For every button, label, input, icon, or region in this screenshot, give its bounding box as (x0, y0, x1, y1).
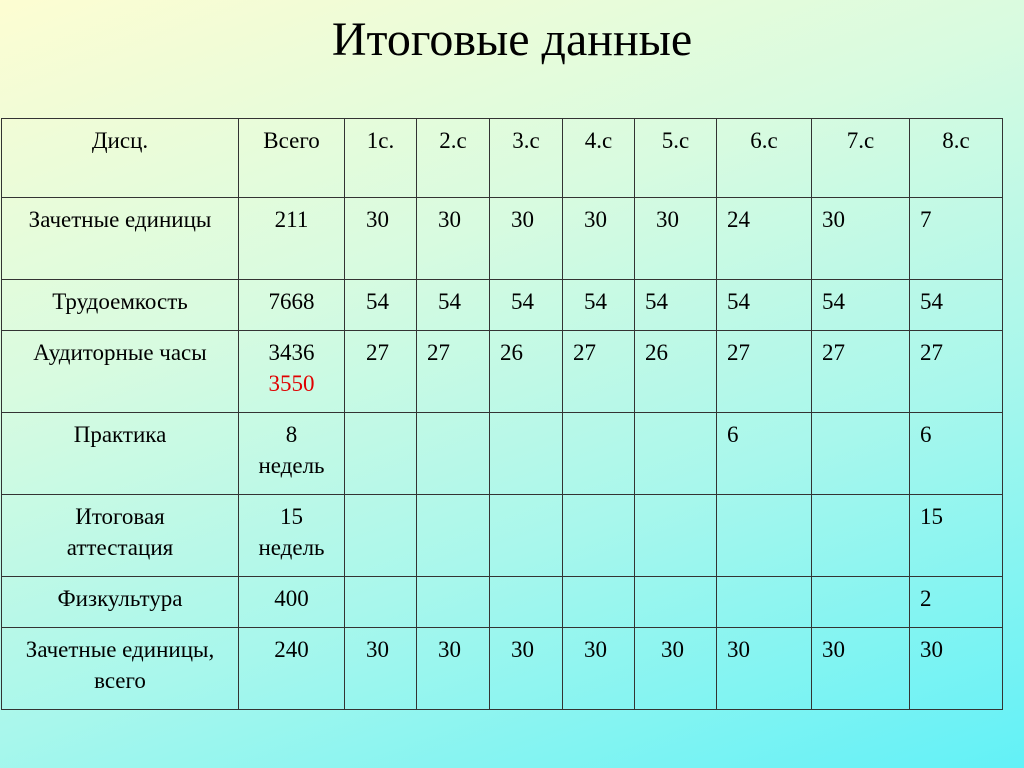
header-cell-total: Всего (239, 119, 345, 198)
row-value: 54 (717, 280, 812, 331)
row-value (345, 495, 417, 577)
row-value: 27 (717, 331, 812, 413)
row-label: Зачетные единицы, всего (2, 628, 239, 710)
row-value: 6 (910, 413, 1003, 495)
header-cell-sem-7: 7.с (812, 119, 910, 198)
row-total: 400 (239, 577, 345, 628)
row-value: 2 (910, 577, 1003, 628)
row-value: 27 (910, 331, 1003, 413)
row-value: 54 (417, 280, 490, 331)
page-title: Итоговые данные (331, 13, 693, 66)
row-value: 30 (417, 628, 490, 710)
header-cell-sem-3: 3.с (490, 119, 563, 198)
row-value: 30 (345, 628, 417, 710)
row-value: 26 (490, 331, 563, 413)
row-value (345, 413, 417, 495)
row-value (417, 413, 490, 495)
row-value (417, 577, 490, 628)
row-value: 26 (635, 331, 717, 413)
row-value: 6 (717, 413, 812, 495)
row-value: 27 (345, 331, 417, 413)
table-row (2, 628, 1003, 710)
row-total: 240 (239, 628, 345, 710)
row-value: 30 (812, 198, 910, 280)
row-value (717, 577, 812, 628)
row-total-cell (239, 331, 345, 413)
row-value (635, 495, 717, 577)
row-value (490, 577, 563, 628)
row-value: 27 (417, 331, 490, 413)
row-label: Зачетные единицы (2, 198, 239, 280)
row-value: 54 (490, 280, 563, 331)
header-cell-sem-8: 8.с (910, 119, 1003, 198)
row-value (717, 495, 812, 577)
table-row (2, 331, 1003, 413)
row-value: 30 (345, 198, 417, 280)
row-label: Физкультура (2, 577, 239, 628)
row-value: 30 (812, 628, 910, 710)
table-row (2, 577, 1003, 628)
row-value: 30 (417, 198, 490, 280)
row-value: 30 (635, 628, 717, 710)
row-value: 27 (812, 331, 910, 413)
row-value: 54 (910, 280, 1003, 331)
table-row (2, 198, 1003, 280)
row-label: Аудиторные часы (2, 331, 239, 413)
row-label: Трудоемкость (2, 280, 239, 331)
row-value: 24 (717, 198, 812, 280)
row-total: 3436 (268, 340, 315, 365)
row-total: 7668 (239, 280, 345, 331)
row-value: 30 (490, 628, 563, 710)
row-value: 54 (635, 280, 717, 331)
row-label: Итоговая аттестация (2, 495, 239, 577)
row-value (635, 413, 717, 495)
row-value (345, 577, 417, 628)
row-total: 211 (239, 198, 345, 280)
row-total: 15 недель (239, 495, 345, 577)
row-value: 30 (563, 628, 635, 710)
row-value (812, 413, 910, 495)
table-header-row (2, 119, 1003, 198)
row-total-alt: 3550 (268, 371, 315, 396)
row-value: 30 (635, 198, 717, 280)
row-value (812, 577, 910, 628)
row-total: 8 недель (239, 413, 345, 495)
table-row (2, 413, 1003, 495)
row-value: 54 (812, 280, 910, 331)
row-value: 30 (910, 628, 1003, 710)
header-cell-sem-5: 5.с (635, 119, 717, 198)
summary-table (1, 118, 1003, 710)
header-cell-discipline: Дисц. (2, 119, 239, 198)
row-value (635, 577, 717, 628)
header-cell-sem-4: 4.с (563, 119, 635, 198)
row-value (490, 413, 563, 495)
row-value: 54 (345, 280, 417, 331)
header-cell-sem-1: 1с. (345, 119, 417, 198)
row-value: 54 (563, 280, 635, 331)
header-cell-sem-2: 2.с (417, 119, 490, 198)
table-row (2, 495, 1003, 577)
row-value: 7 (910, 198, 1003, 280)
row-value (417, 495, 490, 577)
row-value: 27 (563, 331, 635, 413)
row-value (563, 413, 635, 495)
row-label: Практика (2, 413, 239, 495)
row-value: 30 (717, 628, 812, 710)
header-cell-sem-6: 6.с (717, 119, 812, 198)
row-value (812, 495, 910, 577)
row-value: 15 (910, 495, 1003, 577)
row-value: 30 (490, 198, 563, 280)
row-value: 30 (563, 198, 635, 280)
table-row (2, 280, 1003, 331)
row-value (563, 577, 635, 628)
row-value (490, 495, 563, 577)
row-value (563, 495, 635, 577)
